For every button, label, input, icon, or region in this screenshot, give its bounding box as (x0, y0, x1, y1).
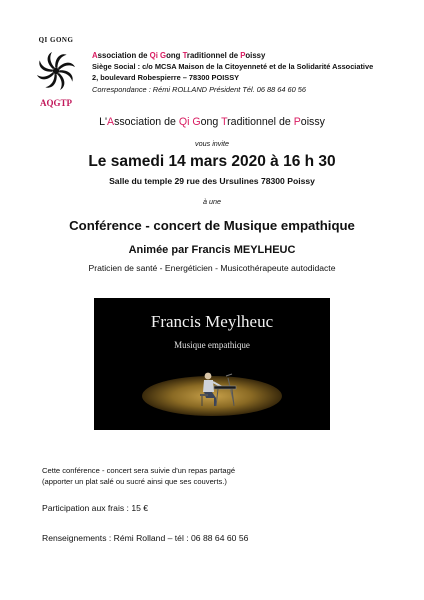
host-line: Animée par Francis MEYLHEUC (128, 244, 296, 256)
text-segment: Qi (178, 116, 190, 128)
text-segment: ong (200, 116, 222, 128)
meal-note-line1: Cette conférence - concert sera suivie d'un repas partagé (42, 466, 236, 475)
photo-title: Francis Meylheuc (150, 312, 274, 331)
text-segment: T (221, 116, 228, 128)
event-venue: Salle du temple 29 rue des Ursulines 78300 Poissy (109, 176, 315, 186)
logo-bottom-text: AQGTP (39, 98, 72, 108)
text-segment: oissy (245, 51, 266, 60)
event-photo (94, 298, 330, 430)
conference-title: Conférence - concert de Musique empathique (69, 218, 355, 233)
contact-info: Renseignements : Rémi Rolland – tél : 06 88 64 60 56 (42, 533, 249, 543)
text-segment: G (192, 116, 201, 128)
photo-subtitle: Musique empathique (174, 340, 250, 350)
logo-top-text: QI GONG (38, 36, 74, 44)
invite-text: vous invite (195, 139, 229, 148)
participation-fee: Participation aux frais : 15 € (42, 503, 149, 513)
text-segment: raditionnel de (186, 51, 241, 60)
text-segment: ssociation de (97, 51, 150, 60)
letterhead-address: 2, boulevard Robespierre – 78300 POISSY (92, 73, 240, 83)
a-une-text: à une (203, 197, 221, 206)
text-segment: T (182, 51, 187, 60)
text-segment: A (92, 51, 98, 60)
event-date: Le samedi 14 mars 2020 à 16 h 30 (88, 153, 336, 170)
text-segment: P (293, 116, 301, 128)
text-segment: ssociation de (114, 116, 179, 128)
association-logo (30, 36, 82, 112)
text-segment: P (240, 51, 246, 60)
meal-note (42, 465, 235, 488)
text-segment: L' (99, 116, 107, 128)
text-segment: ong (166, 51, 183, 60)
host-roles: Praticien de santé - Energéticien - Musicothérapeute autodidacte (88, 263, 336, 273)
meal-note-line2: (apporter un plat salé ou sucré ainsi que ses couverts.) (42, 477, 227, 487)
association-line (0, 116, 424, 128)
swirl-logo-icon (34, 44, 78, 96)
text-segment: Qi G (149, 51, 167, 60)
letterhead (92, 50, 412, 95)
letterhead-correspondence: Correspondance : Rémi ROLLAND Président Tél. 06 88 64 60 56 (92, 84, 307, 94)
letterhead-seat: Siège Social : c/o MCSA Maison de la Citoyenneté et de la Solidarité Associative (92, 62, 374, 72)
text-segment: A (106, 116, 115, 128)
text-segment: raditionnel de (227, 116, 294, 128)
text-segment: oissy (300, 116, 325, 128)
pianist-figure-icon (182, 364, 252, 410)
letterhead-association-name (92, 50, 412, 61)
